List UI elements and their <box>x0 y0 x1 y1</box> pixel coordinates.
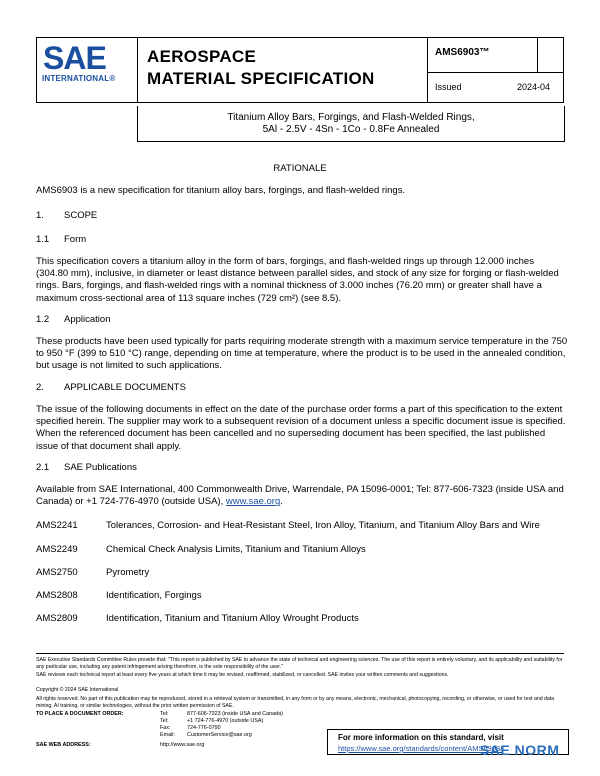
web-label: SAE WEB ADDRESS: <box>36 742 91 748</box>
doc-subtitle <box>137 106 565 142</box>
footer-copyright: Copyright © 2024 SAE International <box>36 687 119 693</box>
sae-norm-watermark: SAE NORM <box>480 742 560 758</box>
doc-type-line2: MATERIAL SPECIFICATION <box>147 69 375 88</box>
order-label: TO PLACE A DOCUMENT ORDER: <box>36 711 124 717</box>
email-label: Email: <box>160 732 175 738</box>
reference-row <box>36 567 149 579</box>
tel-label: Tel: <box>160 711 169 717</box>
issued-label: Issued <box>435 82 462 92</box>
doc-type-line1: AEROSPACE <box>147 47 257 66</box>
footer-rules: SAE Executive Standards Committee Rules provide that: "This report is published by SAE to advance the state of technical and engineering sciences. The use of this report is entirely voluntary, and its applicability and suitability for any particular use, including any patent infringement arising therefrom, is the sole responsibility of the user." <box>36 657 563 670</box>
section-1-1-text: This specification covers a titanium alloy in the form of bars, forgings, and flash-welded rings up through 12.000 inches (304.80 mm), inclusive, in diameter or least distance between parallel sides, and stock of any size for forging or flash-welded rings. Bars, forgings, and flash-welded rings with a nominal thickness of 3.000 inches (76.20 mm) or greater shall have a maximum cross-sectional area of 113 square inches (729 cm²) (see 8.5). <box>36 256 559 304</box>
tel2-value: +1 724-776-4970 (outside USA) <box>187 718 264 724</box>
reference-title: Tolerances, Corrosion- and Heat-Resistant Steel, Iron Alloy, Titanium, and Titanium Alloy Bars and Wire <box>106 520 540 531</box>
reference-title: Identification, Titanium and Titanium Alloy Wrought Products <box>106 613 359 624</box>
reference-code: AMS2750 <box>36 567 78 578</box>
subtitle-line1: Titanium Alloy Bars, Forgings, and Flash-Welded Rings, <box>227 112 475 123</box>
subtitle-line2: 5Al - 2.5V - 4Sn - 1Co - 0.8Fe Annealed <box>262 124 440 135</box>
footer-rights: All rights reserved. No part of this publication may be reproduced, stored in a retrieval system or transmitted, in any form or by any means, electronic, mechanical, photocopying, recording, or otherwise, or used for text and data mining, AI training, or similar technologies, without the prior written permission of SAE. <box>36 696 555 709</box>
footer-review: SAE reviews each technical report at least every five years at which time it may be revised, reaffirmed, stabilized, or cancelled. SAE invites your written comments and suggestions. <box>36 672 449 678</box>
reference-row <box>36 613 359 625</box>
header-box <box>36 37 564 103</box>
title-cell <box>137 38 428 102</box>
section-1-1-heading: 1.1 Form <box>36 234 87 245</box>
reference-code: AMS2249 <box>36 544 78 555</box>
issued-date: 2024-04 <box>517 82 551 92</box>
reference-row <box>36 590 202 602</box>
section-1-2-text: These products have been used typically for parts requiring moderate strength with a maximum service temperature in the 750 to 950 °F (399 to 510 °C) range, depending on time at temperature, where the product is to be used in the annealed condition, but usage is not limited to such applications. <box>36 336 568 372</box>
sae-logo-subtext: INTERNATIONAL® <box>42 74 116 83</box>
reference-title: Chemical Check Analysis Limits, Titanium and Titanium Alloys <box>106 544 366 555</box>
footer-divider <box>36 653 564 654</box>
reference-code: AMS2808 <box>36 590 78 601</box>
fax-value: 724-776-0790 <box>187 725 221 731</box>
fax-label: Fax: <box>160 725 171 731</box>
email-value: CustomerService@sae.org <box>187 732 252 738</box>
reference-code: AMS2809 <box>36 613 78 624</box>
section-1-2-heading: 1.2 Application <box>36 314 111 325</box>
web-value[interactable]: http://www.sae.org <box>160 742 205 748</box>
tel-value: 877-606-7323 (inside USA and Canada) <box>187 711 283 717</box>
sae-logo: SAE <box>43 40 106 76</box>
rationale-heading: RATIONALE <box>273 163 327 174</box>
doc-info-cell <box>427 38 564 102</box>
rationale-text: AMS6903 is a new specification for titanium alloy bars, forgings, and flash-welded rings. <box>36 185 406 196</box>
info-title: For more information on this standard, visit <box>338 733 504 742</box>
section-2-heading: 2. APPLICABLE DOCUMENTS <box>36 382 186 393</box>
doc-number: AMS6903™ <box>435 47 490 58</box>
section-2-1-heading: 2.1 SAE Publications <box>36 462 137 473</box>
reference-title: Identification, Forgings <box>106 590 202 601</box>
section-1-heading: 1. SCOPE <box>36 210 98 221</box>
standard-link[interactable]: https://www.sae.org/standards/content/AMS6903/ <box>338 744 503 753</box>
reference-code: AMS2241 <box>36 520 78 531</box>
tel2-label: Tel: <box>160 718 169 724</box>
section-2-1-text: Available from SAE International, 400 Commonwealth Drive, Warrendale, PA 15096-0001; Tel: 877-606-7323 (inside USA and Canada) or +1 724-776-4970 (outside USA), www.sae.org. <box>36 484 564 508</box>
logo-cell <box>37 38 138 102</box>
reference-row <box>36 520 540 532</box>
sae-website-link[interactable]: www.sae.org <box>225 496 281 508</box>
reference-title: Pyrometry <box>106 567 150 578</box>
section-2-text: The issue of the following documents in effect on the date of the purchase order forms a part of this specification to the extent specified herein. The supplier may work to a subsequent revision of a document unless a specific document issue is specified. When the referenced document has been cancelled and no superseding document has been specified, the last published issue of that document shall apply. <box>36 404 566 452</box>
reference-row <box>36 544 366 556</box>
